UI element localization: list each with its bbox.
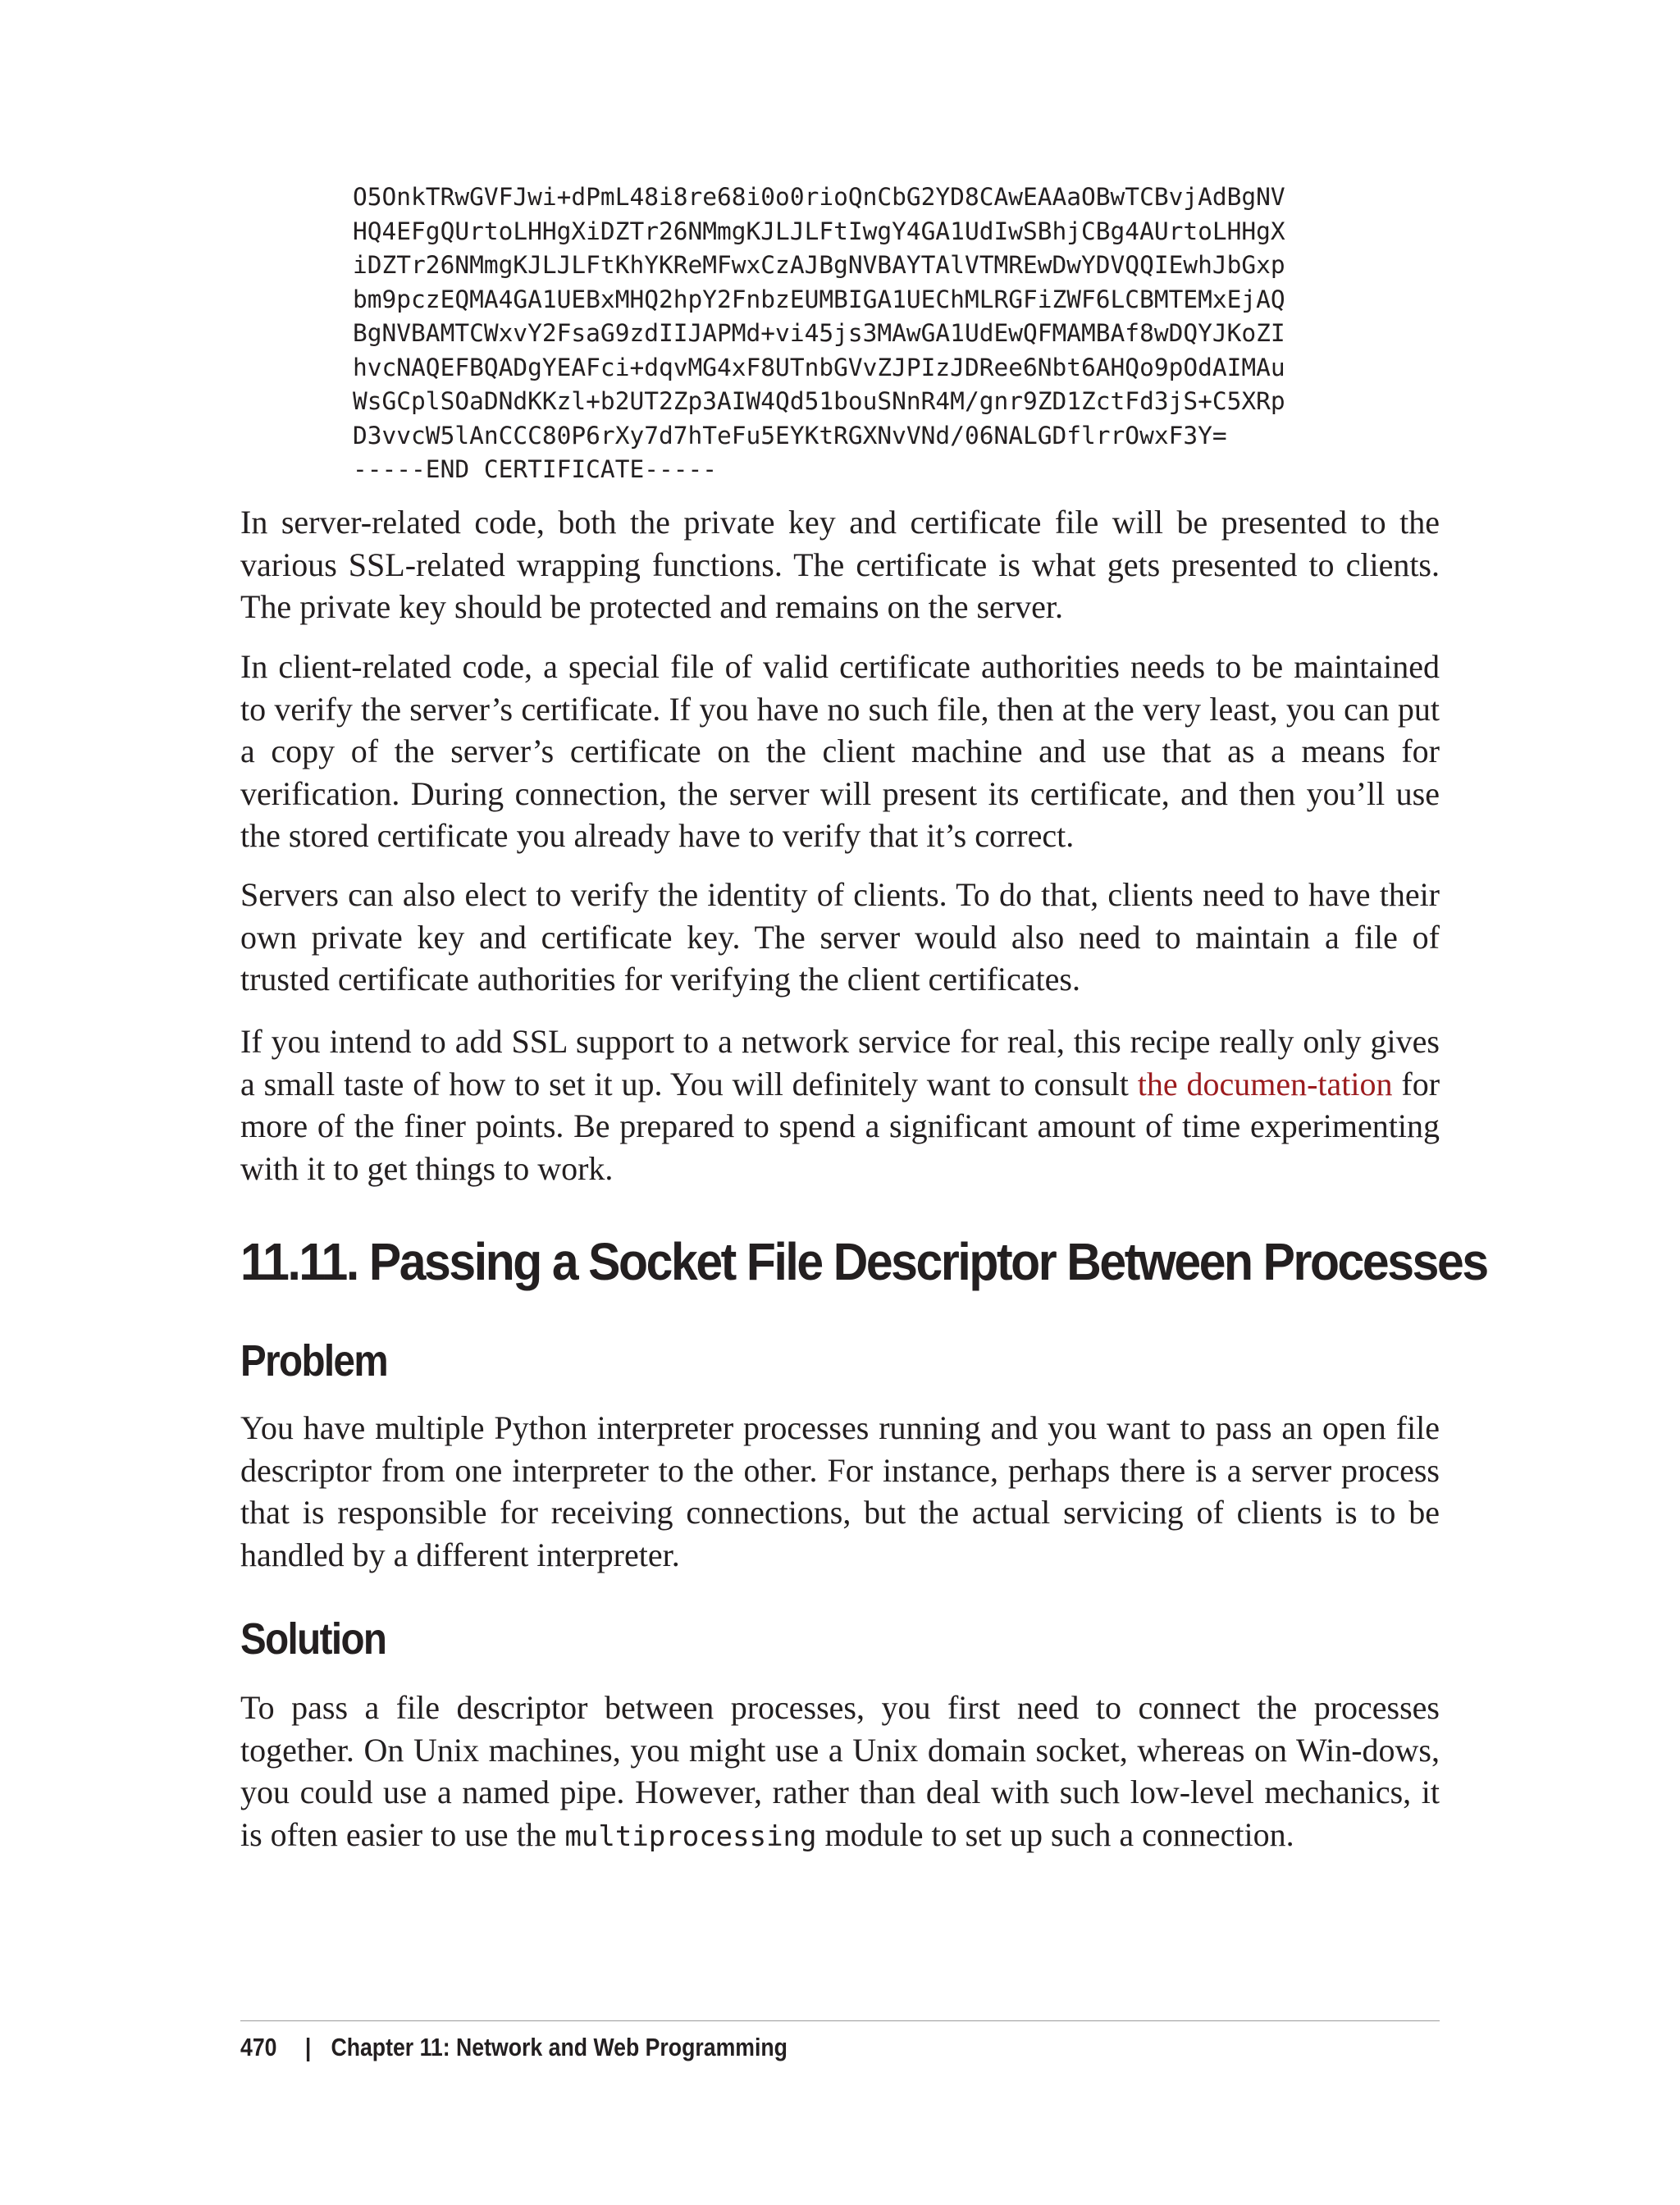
certificate-line: D3vvcW5lAnCCC80P6rXy7d7hTeFu5EYKtRGXNvVNd/06NALGDflrrOwxF3Y=: [353, 421, 1227, 450]
paragraph-text: module to set up such a connection.: [816, 1815, 1294, 1853]
page-number: 470: [240, 2033, 277, 2061]
section-title: 11.11. Passing a Socket File Descriptor Between Processes: [240, 1232, 1487, 1291]
page-footer: [240, 2031, 788, 2064]
paragraph-server-code: In server-related code, both the private key and certificate file will be presented to the various SSL-related wrapping functions. The certificate is what gets presented to clients. The private key should be protected and remains on the server.: [240, 504, 1440, 625]
certificate-code-block: [353, 180, 1285, 487]
chapter-title: Chapter 11: Network and Web Programming: [331, 2033, 788, 2061]
paragraph-problem: You have multiple Python interpreter processes running and you want to pass an open file descriptor from one interpreter to the other. For instance, perhaps there is a server process that is responsible for receiving connections, but the actual servicing of clients is to be handled by a different interpreter.: [240, 1409, 1440, 1573]
solution-heading: Solution: [240, 1614, 386, 1664]
certificate-line: iDZTr26NMmgKJLJLFtKhYKReMFwxCzAJBgNVBAYTAlVTMREwDwYDVQQIEwhJbGxp: [353, 251, 1285, 279]
paragraph-text: To pass a file descriptor between processes, you first need to connect the processes together. On Unix machines, you might use a Unix domain socket, whereas on Win-dows, you could use a named pipe. However, rather than deal with such low-level mechanics, it is often easier to use the: [240, 1689, 1440, 1853]
certificate-line: O5OnkTRwGVFJwi+dPmL48i8re68i0o0rioQnCbG2YD8CAwEAAaOBwTCBvjAdBgNV: [353, 183, 1285, 211]
footer-divider: [240, 2020, 1440, 2021]
inline-code-multiprocessing: multiprocessing: [564, 1819, 817, 1853]
paragraph-solution: [240, 1687, 1440, 1858]
paragraph-verify-clients: Servers can also elect to verify the identity of clients. To do that, clients need to have their own private key and certificate key. The server would also need to maintain a file of trusted certificate authorities for verifying the client certificates.: [240, 876, 1440, 998]
certificate-line: hvcNAQEFBQADgYEAFci+dqvMG4xF8UTnbGVvZJPIzJDRee6Nbt6AHQo9pOdAIMAu: [353, 353, 1285, 381]
paragraph-text: If you intend to add SSL support to a network service for real, this recipe really only gives a small taste of how to set it up. You will definitely want to consult: [240, 1023, 1440, 1102]
certificate-line: HQ4EFgQUrtoLHHgXiDZTr26NMmgKJLJLFtIwgY4GA1UdIwSBhjCBg4AUrtoLHHgX: [353, 217, 1285, 245]
certificate-end-line: -----END CERTIFICATE-----: [353, 455, 718, 483]
documentation-link[interactable]: the documen-tation: [1137, 1065, 1393, 1102]
paragraph-text: for more of the finer points. Be prepared to spend a significant amount of time experimenting with it to get things to work.: [240, 1065, 1440, 1187]
certificate-line: WsGCplSOaDNdKKzl+b2UT2Zp3AIW4Qd51bouSNnR4M/gnr9ZD1ZctFd3jS+C5XRp: [353, 387, 1285, 415]
paragraph-client-code: In client-related code, a special file of valid certificate authorities needs to be maintained to verify the server’s certificate. If you have no such file, then at the very least, you can put a copy of the server’s certificate on the client machine and use that as a means for verification. During connection, the server will present its certificate, and then you’ll use the stored certificate you already have to verify that it’s correct.: [240, 648, 1440, 854]
certificate-line: BgNVBAMTCWxvY2FsaG9zdIIJAPMd+vi45js3MAwGA1UdEwQFMAMBAf8wDQYJKoZI: [353, 319, 1285, 347]
problem-heading: Problem: [240, 1336, 388, 1386]
certificate-line: bm9pczEQMA4GA1UEBxMHQ2hpY2FnbzEUMBIGA1UEChMLRGFiZWF6LCBMTEMxEjAQ: [353, 285, 1285, 313]
paragraph-ssl-support: [240, 1020, 1440, 1189]
footer-separator: |: [304, 2033, 312, 2061]
